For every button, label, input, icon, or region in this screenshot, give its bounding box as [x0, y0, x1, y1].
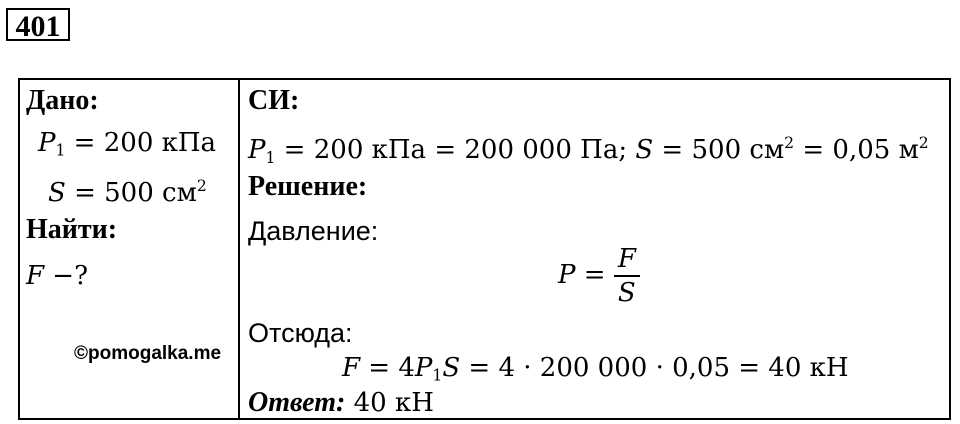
given-s: S = 500 $см^2$	[48, 177, 207, 209]
problem-number: 401	[6, 8, 70, 41]
hence-label: Отсюда:	[248, 318, 353, 348]
find-value: F −?	[26, 261, 89, 291]
answer-value: 40 кН	[345, 388, 434, 418]
solution-heading: Решение:	[248, 171, 368, 202]
si-heading: СИ:	[248, 85, 300, 116]
solution-table	[18, 78, 951, 420]
formula-fraction: $\frac{F}{S}$	[614, 243, 640, 309]
result-formula: $F = 4P_1S = 4 \cdot 200$ 000 · 0,05 = 40 кН	[342, 353, 849, 385]
answer-label: Ответ:	[248, 387, 346, 418]
pressure-formula: P = $\frac{F}{S}$	[558, 243, 640, 309]
find-heading: Найти:	[26, 214, 118, 245]
column-divider	[238, 80, 240, 418]
answer-line	[248, 387, 434, 419]
given-heading: Дано:	[26, 85, 99, 116]
given-p1: $P_1 = 200$ кПа	[38, 128, 217, 160]
pressure-label: Давление:	[248, 216, 379, 246]
watermark: ©pomogalka.me	[74, 343, 222, 364]
si-conversion: $P_1 = 200$ кПа = 200 000 Па; S = 500 $см^2 = 0,05$ $м^2$	[248, 134, 929, 167]
